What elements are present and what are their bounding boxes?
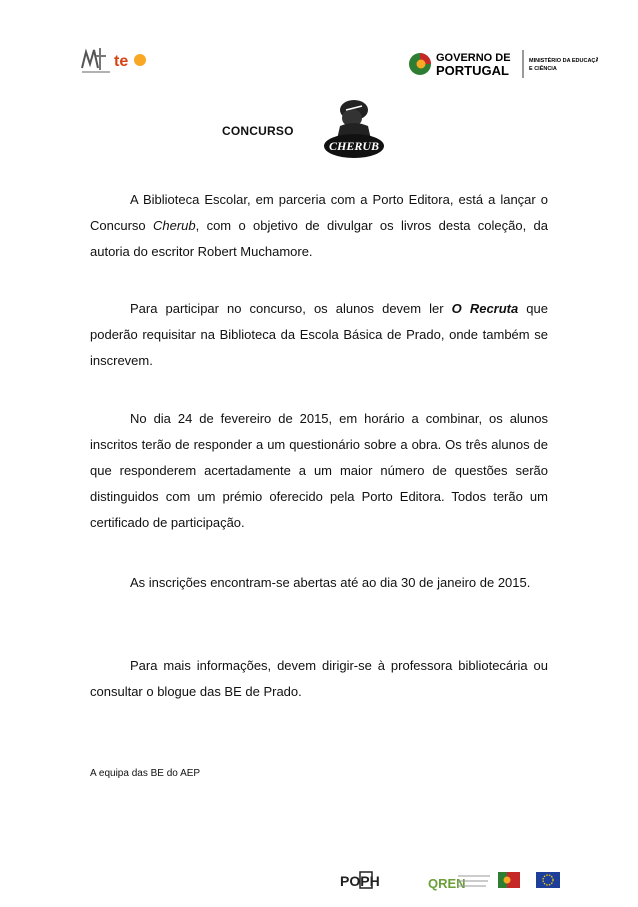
cherub-logo (318, 96, 390, 164)
p4-text: As inscrições encontram-se abertas até ao dia 30 de janeiro de 2015. (130, 575, 531, 590)
p1-emphasis: Cherub (152, 218, 196, 233)
p1-text-a: A Biblioteca Escolar, em parceria com a Porto Editora, está a lançar o Concurso (90, 192, 548, 233)
p2-book-title: O Recruta (451, 301, 519, 316)
p5-text: Para mais informações, devem dirigir-se à professora bibliotecária ou consultar o blogue das BE de Prado. (90, 658, 548, 699)
signature: A equipa das BE do AEP (90, 768, 201, 779)
poph-logo-text: POPH (340, 873, 380, 889)
p2-text-b: que poderão requisitar na Biblioteca da Escola Básica de Prado, onde também se inscrevem. (90, 301, 548, 368)
ministry-line1: MINISTÉRIO DA EDUCAÇÃO (529, 58, 598, 64)
eu-flag-icon (536, 872, 560, 888)
left-logo-text: te (114, 53, 129, 70)
p1-text-b: , com o objetivo de divulgar os livros desta coleção, da autoria do escritor Robert Muchamore. (90, 218, 548, 259)
portugal-flag-icon (498, 872, 520, 888)
paragraph-intro (90, 187, 548, 265)
cherub-logo-text: CHERUB (328, 139, 380, 153)
paragraph-registration (90, 570, 548, 596)
gov-line1: GOVERNO DE (436, 52, 511, 64)
ministry-line2: E CIÊNCIA (529, 66, 557, 72)
p2-text-a: Para participar no concurso, os alunos devem ler (130, 301, 452, 316)
footer-logos (340, 862, 570, 902)
qren-logo-text: QREN (428, 876, 466, 891)
paragraph-date (90, 406, 548, 536)
qren-logo (428, 876, 490, 891)
school-logo (80, 44, 150, 76)
paragraph-participation (90, 296, 548, 374)
paragraph-info (90, 653, 548, 705)
gov-line2: PORTUGAL (436, 63, 509, 78)
p3-text: No dia 24 de fevereiro de 2015, em horário a combinar, os alunos inscritos terão de responder a um questionário sobre a obra. Os três alunos de que responderem acertadamente a um maior número de questões serão distinguidos com um prémio oferecido pela Porto Editora. Todos terão um certificado de participação. (90, 411, 548, 530)
poph-logo (340, 872, 380, 889)
government-logo (408, 44, 598, 82)
page-title: CONCURSO (222, 124, 294, 138)
